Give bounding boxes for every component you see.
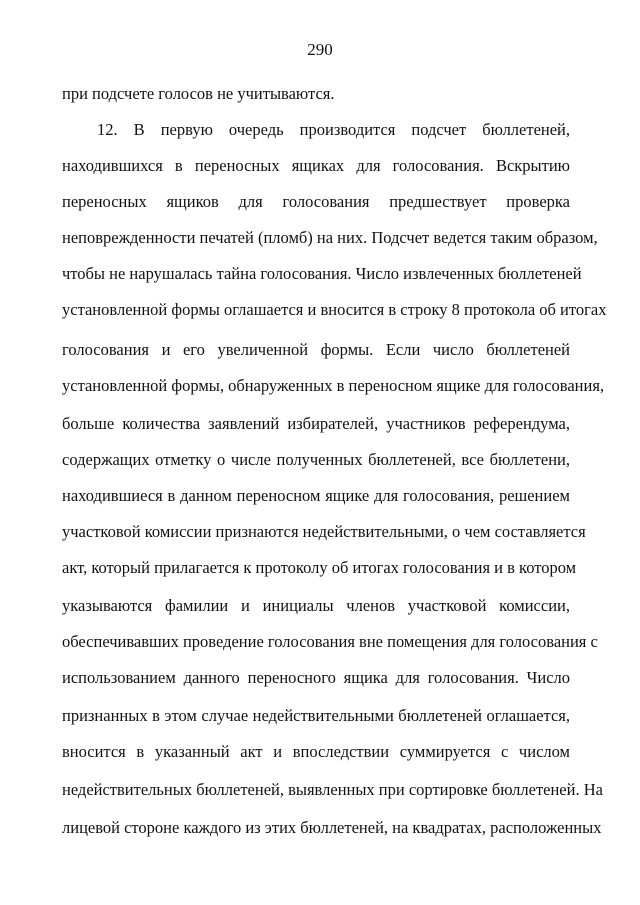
text-line: использованием данного переносного ящика для голосования. Число [62, 668, 570, 687]
text-line: при подсчете голосов не учитываются. [62, 84, 335, 103]
text-line: недействительных бюллетеней, выявленных при сортировке бюллетеней. На [62, 780, 603, 799]
text-line: переносных ящиков для голосования предшествует проверка [62, 192, 570, 211]
text-line: участковой комиссии признаются недействительными, о чем составляется [62, 522, 586, 541]
text-line: 12. В первую очередь производится подсчет бюллетеней, [97, 120, 570, 139]
text-line: чтобы не нарушалась тайна голосования. Число извлеченных бюллетеней [62, 264, 582, 283]
text-line: лицевой стороне каждого из этих бюллетеней, на квадратах, расположенных [62, 818, 602, 837]
text-line: голосования и его увеличенной формы. Если число бюллетеней [62, 340, 570, 359]
text-line: установленной формы, обнаруженных в переносном ящике для голосования, [62, 376, 605, 395]
text-line: установленной формы оглашается и вносится в строку 8 протокола об итогах [62, 300, 607, 319]
page-number: 290 [307, 40, 333, 59]
text-line: вносится в указанный акт и впоследствии суммируется с числом [62, 742, 570, 761]
text-line: признанных в этом случае недействительными бюллетеней оглашается, [62, 706, 570, 725]
text-line: акт, который прилагается к протоколу об итогах голосования и в котором [62, 558, 577, 577]
text-line: обеспечивавших проведение голосования вне помещения для голосования с [62, 632, 598, 651]
text-line: находившихся в переносных ящиках для голосования. Вскрытию [62, 156, 570, 175]
text-line: указываются фамилии и инициалы членов участковой комиссии, [62, 596, 570, 615]
text-line: больше количества заявлений избирателей, участников референдума, [62, 414, 570, 433]
text-line: находившиеся в данном переносном ящике для голосования, решением [62, 486, 570, 505]
text-line: содержащих отметку о числе полученных бюллетеней, все бюллетени, [62, 450, 570, 469]
text-line: неповрежденности печатей (пломб) на них. Подсчет ведется таким образом, [62, 228, 598, 247]
